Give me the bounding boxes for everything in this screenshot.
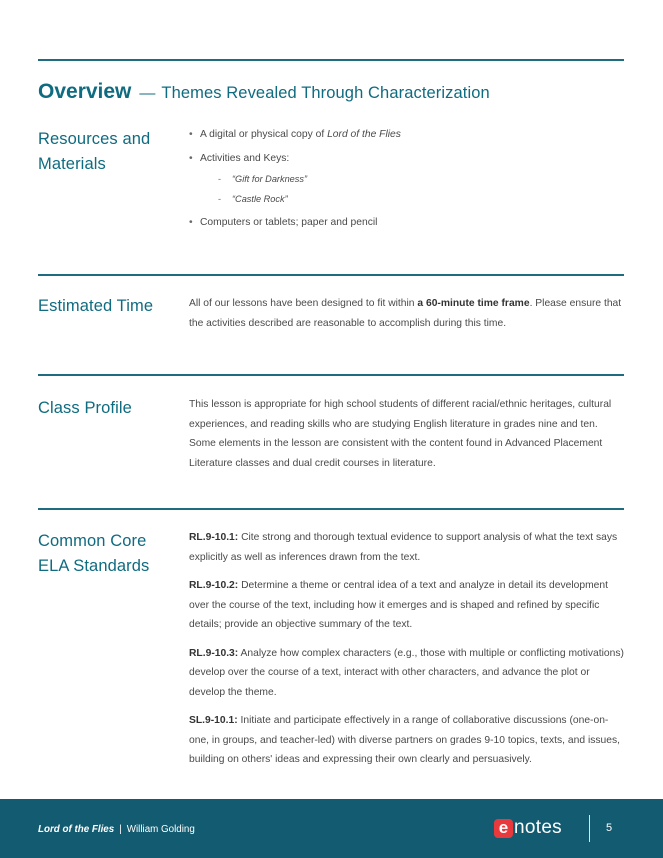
footer-book-info — [38, 824, 195, 835]
title-main: Overview — [38, 80, 132, 103]
class-profile-heading: Class Profile — [38, 399, 132, 417]
resource-item-computers: • Computers or tablets; paper and pencil — [189, 216, 625, 230]
resource-item-activities: • Activities and Keys: - “Gift for Darkness” - “Castle Rock” — [189, 152, 625, 206]
standard-item: RL.9-10.2: Determine a theme or central idea of a text and analyze in detail its development over the course of the text, including how it emerges and is shaped and refined by specific details; provide an objective summary of the text. — [189, 580, 608, 630]
enotes-logo[interactable] — [494, 817, 562, 839]
title-dash: — — [139, 85, 156, 102]
standards-heading: Common Core ELA Standards — [38, 532, 150, 575]
time-frame-highlight: a 60-minute time frame — [417, 298, 530, 309]
footer-book-title: Lord of the Flies — [38, 824, 115, 835]
page-footer — [0, 799, 663, 858]
standards-body — [189, 528, 625, 779]
section-divider — [38, 508, 624, 510]
footer-separator: | — [119, 824, 122, 835]
standard-item: SL.9-10.1: Initiate and participate effectively in a range of collaborative discussions (one-on-one, in groups, and teacher-led) with diverse partners on grades 9-10 topics, texts, and issues, building on others' ideas and expressing their own clearly and persuasively. — [189, 715, 620, 765]
top-divider — [38, 59, 624, 61]
activity-gift-for-darkness: - “Gift for Darkness” — [216, 173, 625, 186]
activity-castle-rock: - “Castle Rock” — [216, 193, 625, 206]
activities-sublist — [200, 173, 625, 206]
section-divider — [38, 374, 624, 376]
book-title-ref: Lord of the Flies — [327, 129, 401, 140]
class-profile-body: This lesson is appropriate for high school students of different racial/ethnic heritages, cultural experiences, and reading skills who are studying English literature in grades nine and ten. Some elements in the lesson are consistent with the content found in Advanced Placement Literature classes and dual credit courses in literature. — [189, 399, 612, 469]
page-number: 5 — [606, 822, 613, 834]
section-divider — [38, 274, 624, 276]
footer-author: William Golding — [126, 824, 195, 835]
resources-body — [189, 128, 625, 240]
title-subtitle: Themes Revealed Through Characterization — [161, 84, 490, 102]
resources-list — [189, 128, 625, 230]
resource-item-book: • A digital or physical copy of Lord of the Flies — [189, 128, 625, 142]
estimated-time-body: All of our lessons have been designed to fit within a 60-minute time frame. Please ensure that the activities described are reasonable to accomplish during this time. — [189, 298, 622, 329]
standard-item: RL.9-10.1: Cite strong and thorough textual evidence to support analysis of what the text says explicitly as well as inferences drawn from the text. — [189, 532, 618, 563]
estimated-time-heading: Estimated Time — [38, 297, 154, 315]
footer-vertical-divider — [589, 815, 590, 842]
standard-item: RL.9-10.3: Analyze how complex characters (e.g., those with multiple or conflicting motivations) develop over the course of a text, interact with other characters, and advance the plot or develop the theme. — [189, 647, 624, 698]
page-title — [38, 80, 624, 104]
enotes-logo-text: notes — [514, 817, 562, 838]
enotes-e-icon: e — [494, 819, 513, 838]
resources-heading: Resources and Materials — [38, 130, 151, 173]
